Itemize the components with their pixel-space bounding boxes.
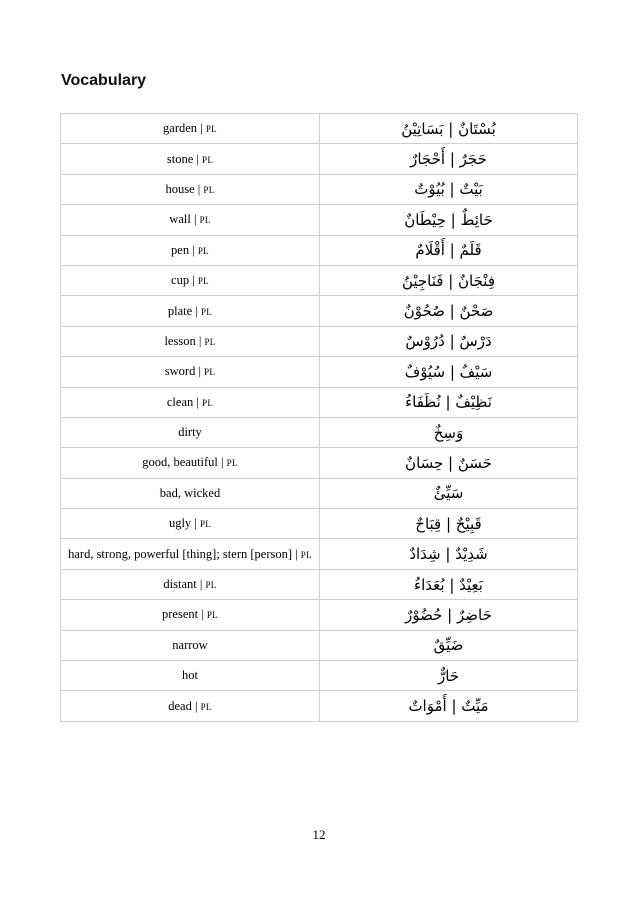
english-meaning: hot <box>182 668 198 683</box>
table-row <box>61 569 578 599</box>
arabic-word: سَيْفٌ | سُيُوْفٌ <box>404 362 493 381</box>
english-cell <box>61 265 320 295</box>
arabic-word: ضَيِّقٌ <box>433 636 464 655</box>
table-row <box>61 478 578 508</box>
english-cell <box>61 478 320 508</box>
separator: | <box>197 121 206 136</box>
plural-marker: PL <box>202 397 214 408</box>
separator: | <box>189 242 198 257</box>
english-cell <box>61 387 320 417</box>
english-meaning: good, beautiful <box>142 455 218 470</box>
english-meaning: dirty <box>178 425 202 440</box>
separator: | <box>191 516 200 531</box>
arabic-cell <box>320 478 578 508</box>
plural-marker: PL <box>200 701 212 712</box>
arabic-word: سَيِّئٌ <box>433 484 464 503</box>
plural-marker: PL <box>200 306 213 317</box>
arabic-word: حَارٌّ <box>437 666 460 685</box>
table-row <box>61 448 578 478</box>
english-meaning: pen <box>171 242 190 257</box>
arabic-cell <box>320 600 578 630</box>
plural-marker: PL <box>204 336 216 347</box>
arabic-cell <box>320 539 578 569</box>
separator: | <box>190 212 200 227</box>
table-row <box>61 357 578 387</box>
arabic-cell <box>320 144 578 174</box>
english-meaning: plate <box>167 303 193 318</box>
table-row <box>61 387 578 417</box>
arabic-cell <box>320 417 578 447</box>
arabic-cell <box>320 509 578 539</box>
separator: | <box>194 181 204 196</box>
page-title: Vocabulary <box>61 72 147 89</box>
table-row <box>61 509 578 539</box>
english-meaning: ugly <box>168 516 192 531</box>
english-meaning: cup <box>171 273 190 288</box>
english-meaning: present <box>162 607 199 622</box>
table-row <box>61 539 578 569</box>
english-meaning: sword <box>164 364 196 379</box>
english-cell <box>61 174 320 204</box>
arabic-word: بَعِيْدٌ | بُعَدَاءُ <box>414 575 483 594</box>
table-row <box>61 600 578 630</box>
plural-marker: PL <box>205 124 217 135</box>
table-row <box>61 691 578 721</box>
vocabulary-table <box>60 113 578 722</box>
page-number: 12 <box>312 827 326 842</box>
arabic-cell <box>320 114 578 144</box>
arabic-cell <box>320 630 578 660</box>
table-row <box>61 417 578 447</box>
separator: | <box>196 577 206 592</box>
plural-marker: PL <box>197 276 209 287</box>
arabic-cell <box>320 174 578 204</box>
arabic-cell <box>320 296 578 326</box>
separator: | <box>193 151 203 166</box>
english-meaning: house <box>165 181 195 196</box>
separator: | <box>192 303 201 318</box>
plural-marker: PL <box>202 154 214 165</box>
english-meaning: bad, wicked <box>159 485 221 500</box>
arabic-word: دَرْسٌ | دُرُوْسٌ <box>405 332 492 351</box>
english-cell <box>61 144 320 174</box>
table-row <box>61 205 578 235</box>
arabic-word: حَاضِرٌ | حُضُوْرٌ <box>405 605 492 624</box>
plural-marker: PL <box>226 458 238 469</box>
arabic-word: فِنْجَانٌ | فَنَاجِيْنُ <box>401 271 496 290</box>
plural-marker: PL <box>199 215 211 226</box>
plural-marker: PL <box>199 519 212 530</box>
plural-marker: PL <box>203 184 215 195</box>
arabic-word: حَائِطٌ | حِيْطَانٌ <box>404 210 493 229</box>
plural-marker: PL <box>205 580 217 591</box>
english-cell <box>61 448 320 478</box>
english-cell <box>61 417 320 447</box>
arabic-cell <box>320 265 578 295</box>
english-meaning: stone <box>166 151 194 166</box>
english-meaning: narrow <box>172 637 208 652</box>
arabic-word: شَدِيْدٌ | شِدَادٌ <box>409 545 488 564</box>
english-cell <box>61 296 320 326</box>
plural-marker: PL <box>300 549 312 560</box>
separator: | <box>292 546 301 561</box>
arabic-cell <box>320 326 578 356</box>
english-meaning: lesson <box>164 333 196 348</box>
english-cell <box>61 569 320 599</box>
plural-marker: PL <box>204 367 216 378</box>
english-meaning: dead <box>168 698 192 713</box>
arabic-cell <box>320 691 578 721</box>
table-row <box>61 174 578 204</box>
arabic-cell <box>320 569 578 599</box>
separator: | <box>217 455 227 470</box>
english-meaning: distant <box>163 577 197 592</box>
table-row <box>61 235 578 265</box>
table-row <box>61 144 578 174</box>
separator: | <box>189 273 198 288</box>
table-row <box>61 265 578 295</box>
arabic-cell <box>320 357 578 387</box>
english-meaning: clean <box>166 394 194 409</box>
table-row <box>61 630 578 660</box>
english-cell <box>61 326 320 356</box>
english-cell <box>61 661 320 691</box>
arabic-word: قَلَمٌ | أَقْلَامٌ <box>415 241 482 260</box>
arabic-word: نَظِيْفٌ | نُظَفَاءُ <box>405 393 492 412</box>
arabic-word: حَجَرٌ | أَحْجَارٌ <box>410 150 487 169</box>
english-cell <box>61 205 320 235</box>
english-meaning: hard, strong, powerful [thing]; stern [person] <box>68 546 293 561</box>
arabic-cell <box>320 661 578 691</box>
english-meaning: garden <box>163 121 198 136</box>
english-cell <box>61 357 320 387</box>
arabic-word: قَبِيْحٌ | قِبَاحٌ <box>415 514 482 533</box>
arabic-word: حَسَنٌ | حِسَانٌ <box>405 453 492 472</box>
table-row <box>61 114 578 144</box>
vocabulary-table-body <box>61 114 578 722</box>
plural-marker: PL <box>197 245 209 256</box>
separator: | <box>193 394 203 409</box>
english-cell <box>61 630 320 660</box>
separator: | <box>195 333 205 348</box>
table-row <box>61 296 578 326</box>
english-cell <box>61 235 320 265</box>
english-cell <box>61 600 320 630</box>
table-row <box>61 326 578 356</box>
arabic-cell <box>320 448 578 478</box>
separator: | <box>198 607 207 622</box>
english-cell <box>61 691 320 721</box>
english-meaning: wall <box>169 212 191 227</box>
english-cell <box>61 509 320 539</box>
arabic-cell <box>320 235 578 265</box>
arabic-cell <box>320 387 578 417</box>
arabic-word: صَحْنٌ | صُحُوْنٌ <box>403 302 494 321</box>
table-row <box>61 661 578 691</box>
arabic-word: بَيْتٌ | بُيُوْتٌ <box>414 180 483 199</box>
english-cell <box>61 114 320 144</box>
plural-marker: PL <box>206 610 218 621</box>
separator: | <box>191 698 201 713</box>
separator: | <box>195 364 205 379</box>
arabic-word: مَيِّتٌ | أَمْوَاتٌ <box>408 697 489 716</box>
english-cell <box>61 539 320 569</box>
arabic-word: بُسْتَانٌ | بَسَاتِيْنُ <box>401 119 496 138</box>
arabic-cell <box>320 205 578 235</box>
arabic-word: وَسِخٌ <box>433 423 464 442</box>
